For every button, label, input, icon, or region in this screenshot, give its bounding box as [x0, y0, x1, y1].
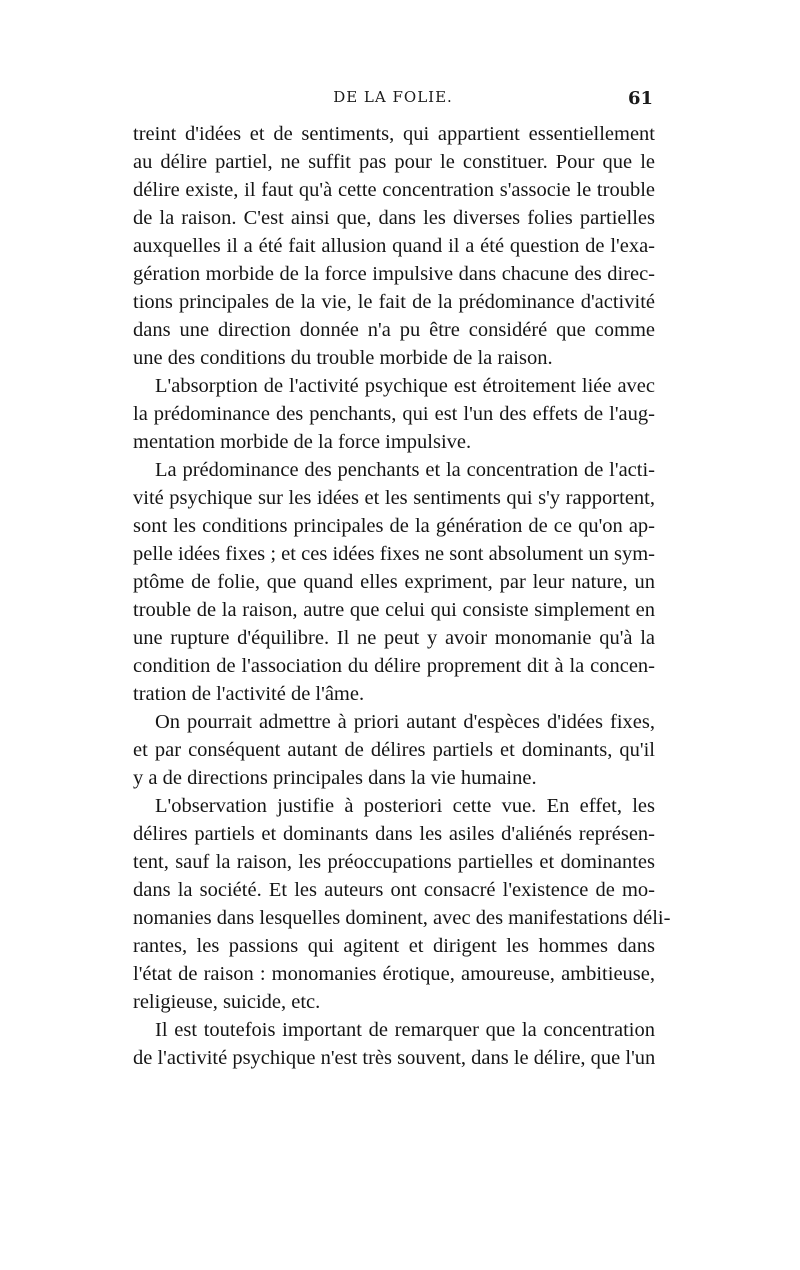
text-line: vité psychique sur les idées et les sentiments qui s'y rapportent,: [133, 487, 655, 509]
text-line: mentation morbide de la force impulsive.: [133, 431, 472, 453]
paragraph: [133, 708, 655, 792]
running-title: DE LA FOLIE.: [333, 88, 453, 106]
text-line: nomanies dans lesquelles dominent, avec des manifestations déli-: [133, 907, 671, 929]
text-line: treint d'idées et de sentiments, qui appartient essentiellement: [133, 123, 655, 145]
text-line: sont les conditions principales de la génération de ce qu'on ap-: [133, 515, 655, 537]
paragraph: [133, 372, 655, 456]
paragraph: [133, 456, 655, 708]
running-head: [133, 88, 653, 114]
text-line: de la raison. C'est ainsi que, dans les diverses folies partielles: [133, 207, 655, 229]
text-line: L'observation justifie à posteriori cette vue. En effet, les: [155, 795, 655, 817]
body-text: [133, 120, 671, 1072]
paragraph: [133, 792, 671, 1016]
text-line: dans une direction donnée n'a pu être considéré que comme: [133, 319, 655, 341]
text-line: gération morbide de la force impulsive dans chacune des direc-: [133, 263, 655, 285]
text-line: au délire partiel, ne suffit pas pour le constituer. Pour que le: [133, 151, 655, 173]
text-line: la prédominance des penchants, qui est l'un des effets de l'aug-: [133, 403, 655, 425]
text-line: On pourrait admettre à priori autant d'espèces d'idées fixes,: [155, 711, 655, 733]
text-line: délire existe, il faut qu'à cette concentration s'associe le trouble: [133, 179, 655, 201]
text-line: ptôme de folie, que quand elles expriment, par leur nature, un: [133, 571, 655, 593]
text-line: y a de directions principales dans la vie humaine.: [133, 767, 537, 789]
paragraph: [133, 1016, 655, 1072]
text-line: condition de l'association du délire proprement dit à la concen-: [133, 655, 655, 677]
text-line: et par conséquent autant de délires partiels et dominants, qu'il: [133, 739, 655, 761]
text-line: religieuse, suicide, etc.: [133, 991, 321, 1013]
text-line: l'état de raison : monomanies érotique, amoureuse, ambitieuse,: [133, 963, 655, 985]
text-line: pelle idées fixes ; et ces idées fixes ne sont absolument un sym-: [133, 543, 655, 565]
text-line: rantes, les passions qui agitent et dirigent les hommes dans: [133, 935, 655, 957]
text-line: L'absorption de l'activité psychique est étroitement liée avec: [155, 375, 655, 397]
text-line: Il est toutefois important de remarquer que la concentration: [155, 1019, 655, 1041]
paragraph: [133, 120, 655, 372]
text-line: dans la société. Et les auteurs ont consacré l'existence de mo-: [133, 879, 655, 901]
text-line: tions principales de la vie, le fait de la prédominance d'activité: [133, 291, 655, 313]
text-line: trouble de la raison, autre que celui qui consiste simplement en: [133, 599, 655, 621]
text-line: une des conditions du trouble morbide de la raison.: [133, 347, 553, 369]
text-line: La prédominance des penchants et la concentration de l'acti-: [155, 459, 655, 481]
text-line: de l'activité psychique n'est très souvent, dans le délire, que l'un: [133, 1047, 656, 1069]
text-line: délires partiels et dominants dans les asiles d'aliénés représen-: [133, 823, 655, 845]
page-number: 61: [627, 88, 653, 109]
text-line: une rupture d'équilibre. Il ne peut y avoir monomanie qu'à la: [133, 627, 655, 649]
text-line: auxquelles il a été fait allusion quand il a été question de l'exa-: [133, 235, 655, 257]
text-line: tration de l'activité de l'âme.: [133, 683, 365, 705]
text-line: tent, sauf la raison, les préoccupations partielles et dominantes: [133, 851, 655, 873]
